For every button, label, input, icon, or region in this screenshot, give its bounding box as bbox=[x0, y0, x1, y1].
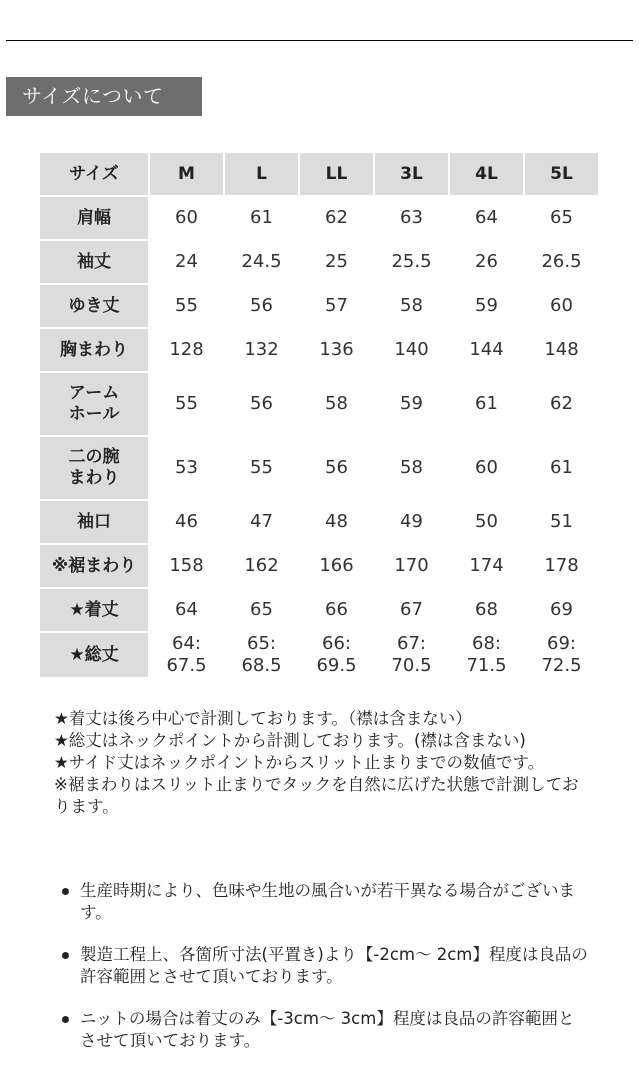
table-cell: 60 bbox=[475, 457, 498, 478]
table-cell: 68 bbox=[475, 599, 498, 620]
table-row bbox=[40, 197, 598, 239]
table-cell: 65 bbox=[550, 207, 573, 228]
list-item-text: ニットの場合は着丈のみ【-3cm～ 3cm】程度は良品の許容範囲とさせて頂いております。 bbox=[80, 1009, 575, 1050]
table-cell: 60 bbox=[550, 295, 573, 316]
table-header-cell: サイズ bbox=[40, 153, 148, 195]
table-cell: 51 bbox=[550, 511, 573, 532]
table-cell: 61 bbox=[550, 457, 573, 478]
table-cell: 69: 72.5 bbox=[541, 633, 582, 676]
size-table bbox=[38, 151, 600, 679]
table-cell: 56 bbox=[325, 457, 348, 478]
row-label: アーム ホール bbox=[40, 373, 148, 435]
table-row bbox=[40, 437, 598, 499]
table-cell: 53 bbox=[175, 457, 198, 478]
row-label: 袖丈 bbox=[40, 241, 148, 283]
table-cell: 65 bbox=[250, 599, 273, 620]
row-label: 袖口 bbox=[40, 501, 148, 543]
table-cell: 55 bbox=[250, 457, 273, 478]
table-cell: 162 bbox=[244, 555, 279, 576]
table-header-cell: M bbox=[150, 153, 223, 195]
table-cell: 65: 68.5 bbox=[241, 633, 282, 676]
table-cell: 25.5 bbox=[391, 251, 432, 272]
note-line: ★総丈はネックポイントから計測しております。(襟は含まない) bbox=[54, 731, 526, 750]
notes bbox=[54, 708, 594, 818]
list-item bbox=[60, 880, 590, 924]
row-label: ※裾まわり bbox=[40, 545, 148, 587]
table-cell: 61 bbox=[250, 207, 273, 228]
table-row bbox=[40, 633, 598, 677]
table-cell: 62 bbox=[550, 393, 573, 414]
table-cell: 58 bbox=[400, 295, 423, 316]
table-cell: 69 bbox=[550, 599, 573, 620]
table-cell: 59 bbox=[400, 393, 423, 414]
table-cell: 66 bbox=[325, 599, 348, 620]
list-item bbox=[60, 944, 590, 988]
bullet-dot-icon bbox=[62, 888, 69, 895]
row-label: 胸まわり bbox=[40, 329, 148, 371]
table-cell: 67 bbox=[400, 599, 423, 620]
table-cell: 148 bbox=[544, 339, 579, 360]
note-line: ※裾まわりはスリット止まりでタックを自然に広げた状態で計測しております。 bbox=[54, 775, 579, 816]
table-cell: 136 bbox=[319, 339, 354, 360]
table-cell: 64 bbox=[475, 207, 498, 228]
table-cell: 58 bbox=[400, 457, 423, 478]
table-cell: 64 bbox=[175, 599, 198, 620]
table-cell: 174 bbox=[469, 555, 504, 576]
bullet-dot-icon bbox=[62, 952, 69, 959]
table-cell: 178 bbox=[544, 555, 579, 576]
table-row bbox=[40, 241, 598, 283]
table-body bbox=[40, 197, 598, 677]
table-cell: 56 bbox=[250, 393, 273, 414]
list-item bbox=[60, 1008, 590, 1052]
table-cell: 55 bbox=[175, 393, 198, 414]
table-header-row bbox=[40, 153, 598, 195]
table-cell: 64: 67.5 bbox=[166, 633, 207, 676]
table-cell: 56 bbox=[250, 295, 273, 316]
table-header-cell: 5L bbox=[525, 153, 598, 195]
row-label: 肩幅 bbox=[40, 197, 148, 239]
table-cell: 55 bbox=[175, 295, 198, 316]
table-header-cell: L bbox=[225, 153, 298, 195]
top-divider bbox=[6, 40, 633, 41]
table-cell: 63 bbox=[400, 207, 423, 228]
table-cell: 26 bbox=[475, 251, 498, 272]
table-cell: 62 bbox=[325, 207, 348, 228]
table-row bbox=[40, 373, 598, 435]
table-row bbox=[40, 285, 598, 327]
table-header-cell: 3L bbox=[375, 153, 448, 195]
table-cell: 46 bbox=[175, 511, 198, 532]
table-cell: 47 bbox=[250, 511, 273, 532]
table-cell: 48 bbox=[325, 511, 348, 532]
table-cell: 68: 71.5 bbox=[466, 633, 507, 676]
row-label: ゆき丈 bbox=[40, 285, 148, 327]
table-header-cell: LL bbox=[300, 153, 373, 195]
bullet-list bbox=[60, 880, 590, 1072]
table-header-cell: 4L bbox=[450, 153, 523, 195]
table-cell: 128 bbox=[169, 339, 204, 360]
table-cell: 67: 70.5 bbox=[391, 633, 432, 676]
table-cell: 144 bbox=[469, 339, 504, 360]
table-cell: 140 bbox=[394, 339, 429, 360]
table-cell: 66: 69.5 bbox=[316, 633, 357, 676]
table-cell: 49 bbox=[400, 511, 423, 532]
table-cell: 59 bbox=[475, 295, 498, 316]
table-cell: 132 bbox=[244, 339, 279, 360]
bullet-dot-icon bbox=[62, 1016, 69, 1023]
table-cell: 24 bbox=[175, 251, 198, 272]
table-cell: 60 bbox=[175, 207, 198, 228]
table-cell: 158 bbox=[169, 555, 204, 576]
table-row bbox=[40, 545, 598, 587]
table-cell: 57 bbox=[325, 295, 348, 316]
table-cell: 26.5 bbox=[541, 251, 582, 272]
row-label: ★着丈 bbox=[40, 589, 148, 631]
table-cell: 166 bbox=[319, 555, 354, 576]
note-line: ★着丈は後ろ中心で計測しております。（襟は含まない） bbox=[54, 709, 472, 728]
table-cell: 61 bbox=[475, 393, 498, 414]
table-row bbox=[40, 501, 598, 543]
table-row bbox=[40, 329, 598, 371]
section-title: サイズについて bbox=[6, 77, 202, 116]
table-cell: 58 bbox=[325, 393, 348, 414]
row-label: 二の腕 まわり bbox=[40, 437, 148, 499]
table-cell: 24.5 bbox=[241, 251, 282, 272]
table-row bbox=[40, 589, 598, 631]
note-line: ★サイド丈はネックポイントからスリット止まりまでの数値です。 bbox=[54, 753, 545, 772]
list-item-text: 製造工程上、各箇所寸法(平置き)より【-2cm～ 2cm】程度は良品の許容範囲とさせて頂いております。 bbox=[80, 945, 588, 986]
row-label: ★総丈 bbox=[40, 633, 148, 677]
table-cell: 25 bbox=[325, 251, 348, 272]
list-item-text: 生産時期により、色味や生地の風合いが若干異なる場合がございます。 bbox=[80, 881, 575, 922]
table-cell: 170 bbox=[394, 555, 429, 576]
table-cell: 50 bbox=[475, 511, 498, 532]
